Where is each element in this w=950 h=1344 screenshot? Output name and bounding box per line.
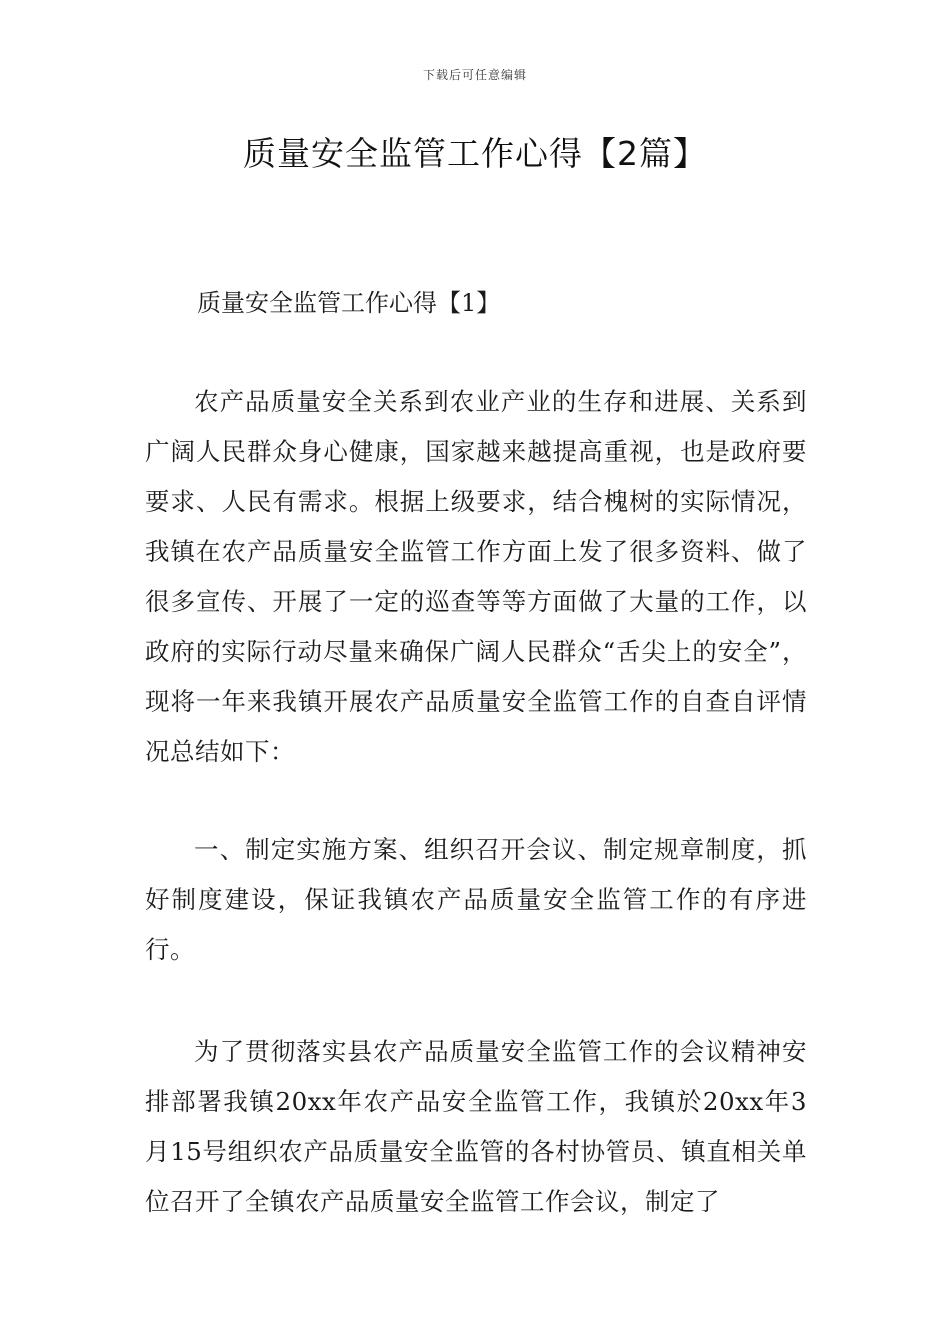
body-paragraph-2: [145, 825, 807, 975]
paragraph-text: 一、制定实施方案、组织召开会议、制定规章制度，抓好制度建设，保证我镇农产品质量安全监管工作的有序进行。: [145, 835, 807, 964]
document-title: 质量安全监管工作心得【2篇】: [243, 134, 707, 173]
body-paragraph-1: [145, 377, 807, 777]
section-heading: 质量安全监管工作心得【1】: [197, 289, 501, 317]
header-note: 下载后可任意编辑: [422, 68, 527, 82]
body-paragraph-3: [145, 1027, 807, 1227]
paragraph-text: 为了贯彻落实县农产品质量安全监管工作的会议精神安排部署我镇20xx年农产品安全监管工作，我镇於20xx年3月15号组织农产品质量安全监管的各村协管员、镇直相关单位召开了全镇农产品质量安全监管工作会议，制定了: [145, 1037, 807, 1216]
paragraph-text: 农产品质量安全关系到农业产业的生存和进展、关系到广阔人民群众身心健康，国家越来越提高重视，也是政府要要求、人民有需求。根据上级要求，结合槐树的实际情况，我镇在农产品质量安全监管工作方面上发了很多资料、做了很多宣传、开展了一定的巡查等等方面做了大量的工作，以政府的实际行动尽量来确保广阔人民群众“舌尖上的安全”，现将一年来我镇开展农产品质量安全监管工作的自查自评情况总结如下：: [145, 387, 807, 766]
